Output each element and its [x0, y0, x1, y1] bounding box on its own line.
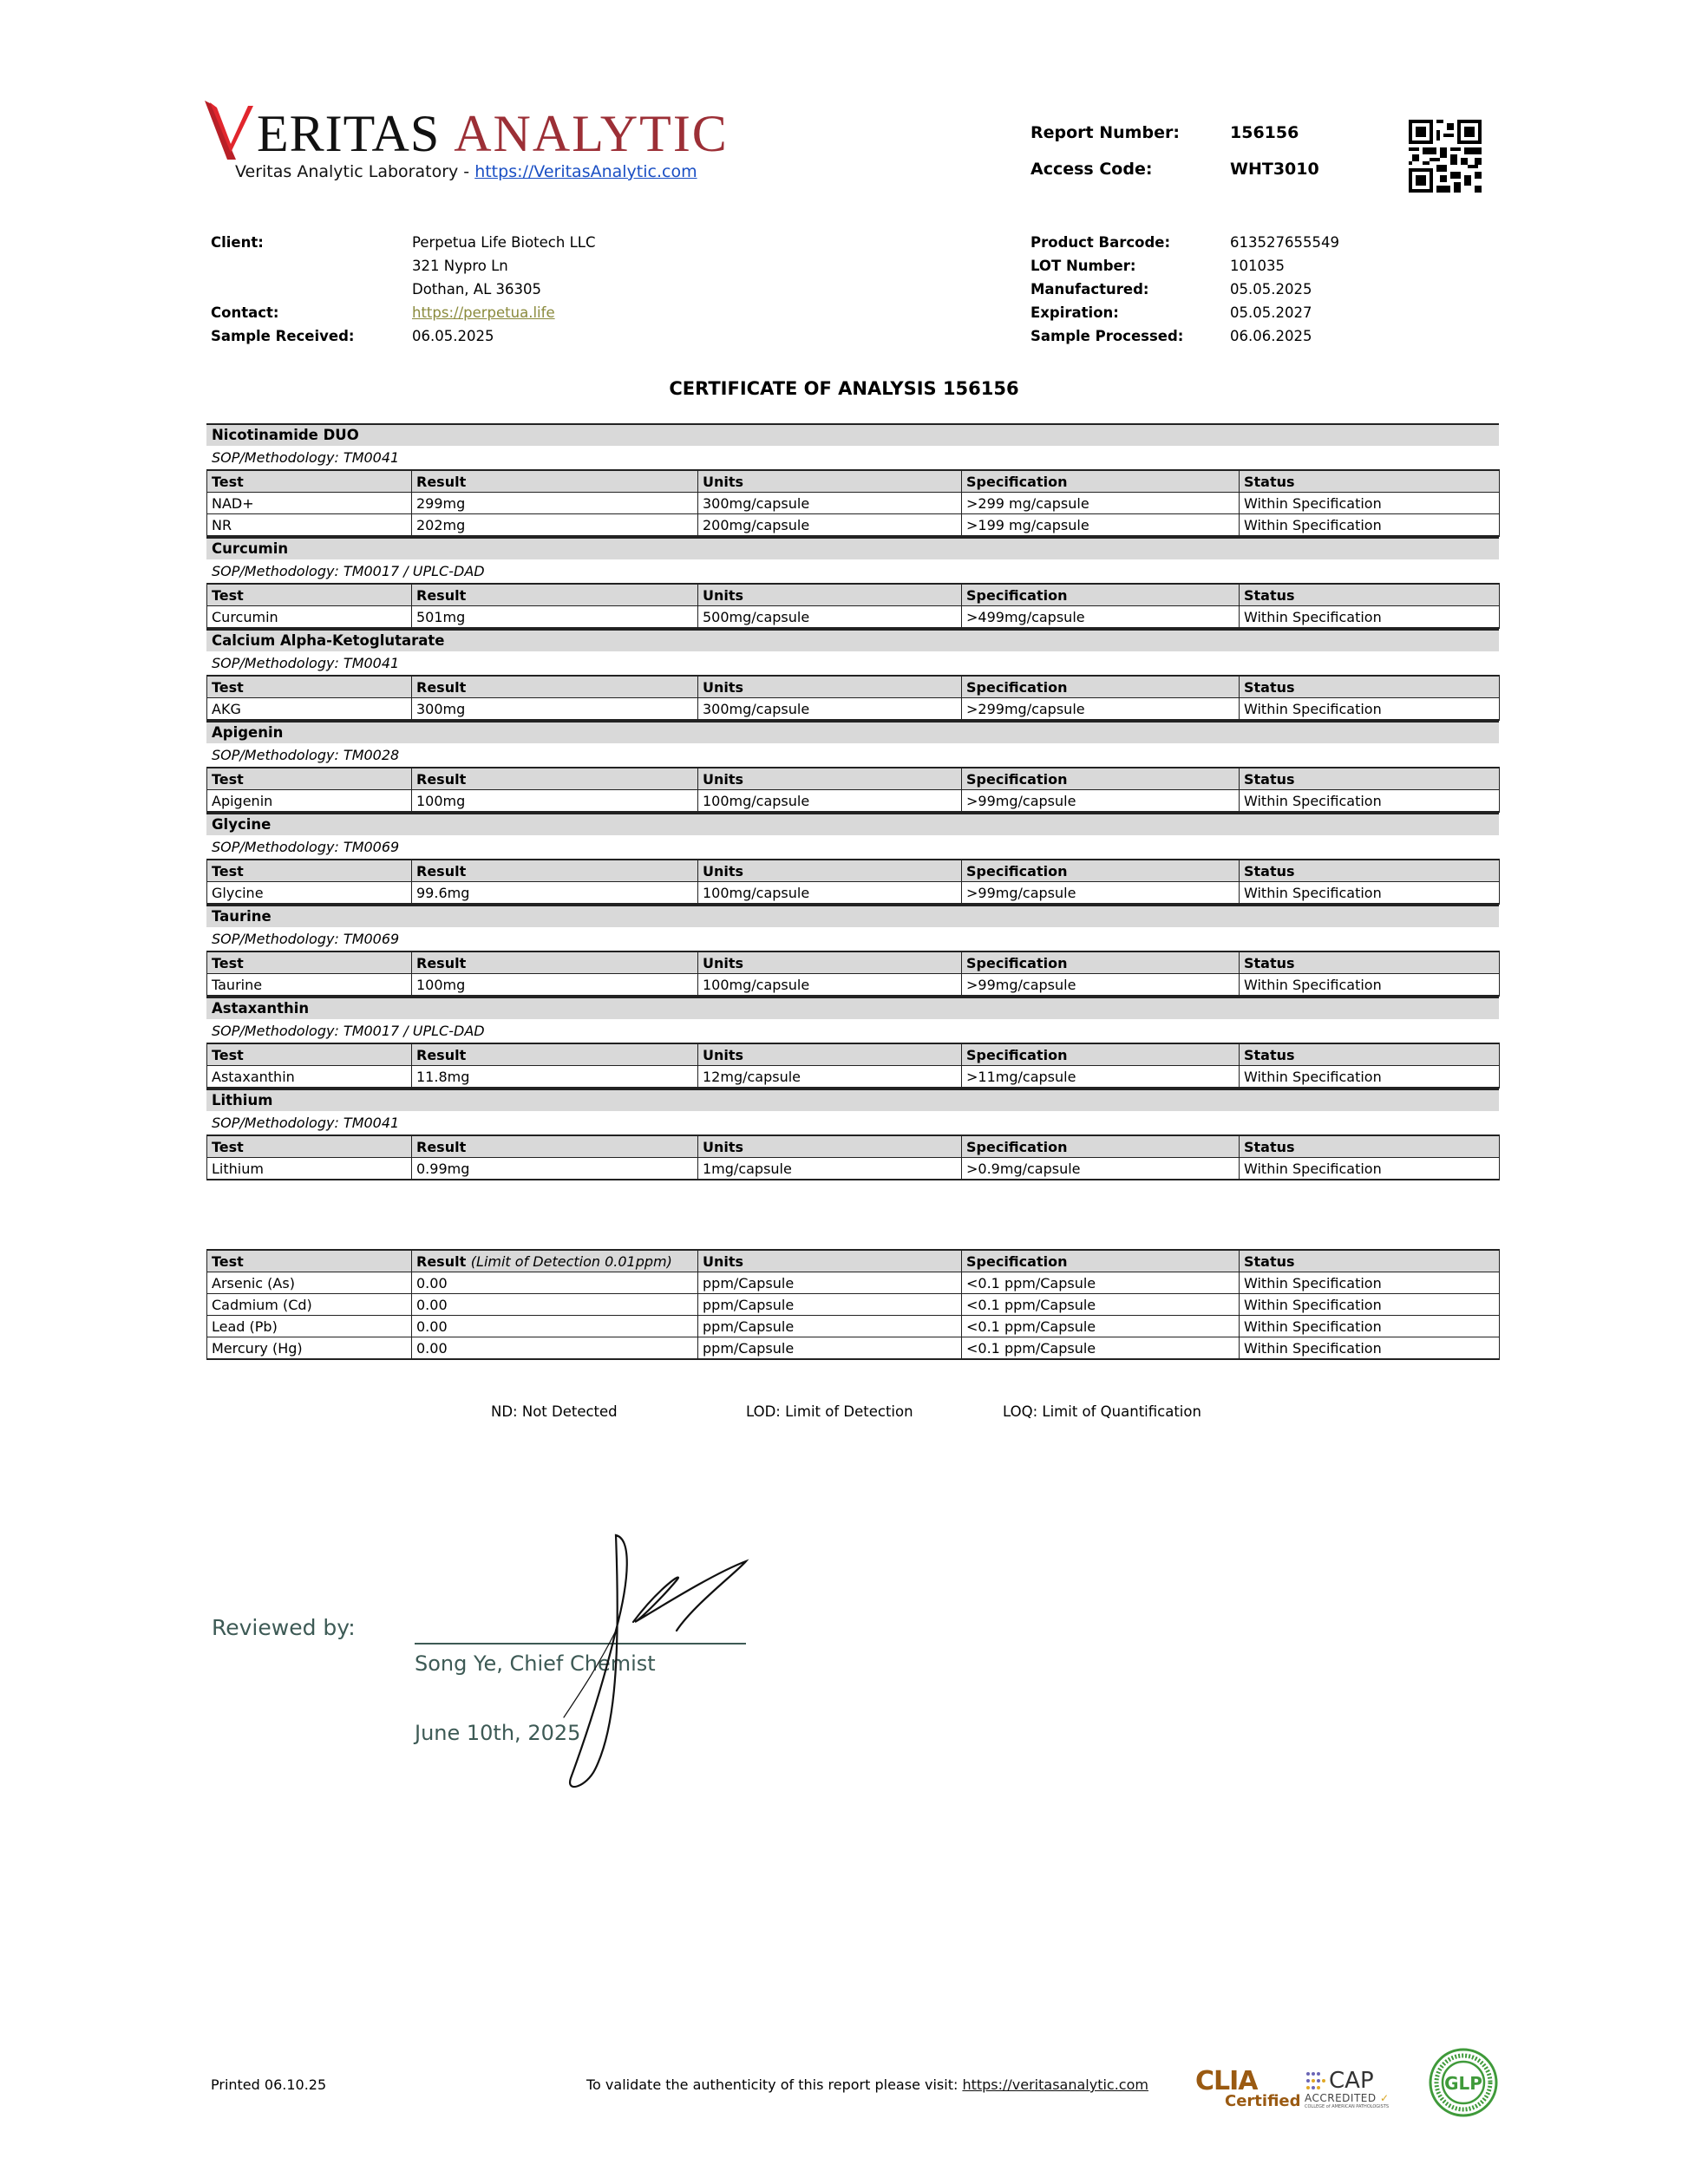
cell-test: Astaxanthin — [207, 1066, 412, 1089]
col-header-status: Status — [1240, 1135, 1500, 1158]
cell-test: Cadmium (Cd) — [207, 1294, 412, 1316]
manufactured-label: Manufactured: — [1030, 281, 1149, 298]
col-header-result: Result — [412, 951, 698, 974]
cell-specification: <0.1 ppm/Capsule — [962, 1337, 1240, 1360]
cell-status: Within Specification — [1240, 514, 1500, 537]
cap-title: CAP — [1329, 2068, 1374, 2094]
col-header-specification: Specification — [962, 768, 1240, 790]
section-header: Lithium — [206, 1089, 1499, 1111]
cell-specification: >99mg/capsule — [962, 974, 1240, 997]
col-header-result: Result — [412, 860, 698, 882]
cell-test: Lead (Pb) — [207, 1316, 412, 1337]
col-header-specification: Specification — [962, 470, 1240, 493]
cell-result: 11.8mg — [412, 1066, 698, 1089]
table-row — [207, 493, 1500, 514]
barcode-value: 613527655549 — [1230, 234, 1339, 251]
cell-result: 0.00 — [412, 1337, 698, 1360]
processed-value: 06.06.2025 — [1230, 328, 1312, 344]
review-date: June 10th, 2025 — [415, 1721, 581, 1745]
col-header-status: Status — [1240, 470, 1500, 493]
col-header-specification: Specification — [962, 1043, 1240, 1066]
printed-date: Printed 06.10.25 — [211, 2076, 327, 2093]
report-number-value: 156156 — [1230, 123, 1299, 142]
cell-test: Curcumin — [207, 606, 412, 629]
client-address-line2: Dothan, AL 36305 — [412, 281, 541, 298]
col-header-result: Result — [412, 584, 698, 606]
col-header-result: Result — [412, 676, 698, 698]
table-row — [207, 1316, 1500, 1337]
cell-status: Within Specification — [1240, 1066, 1500, 1089]
reviewed-by-label: Reviewed by: — [212, 1615, 356, 1640]
section-header: Taurine — [206, 905, 1499, 927]
table-row — [207, 514, 1500, 537]
cell-test: NR — [207, 514, 412, 537]
cell-result: 202mg — [412, 514, 698, 537]
logo-v-mark-icon — [205, 101, 255, 160]
report-number-label: Report Number: — [1030, 123, 1180, 142]
table-row — [207, 698, 1500, 721]
cell-test: Taurine — [207, 974, 412, 997]
cell-specification: >99mg/capsule — [962, 790, 1240, 813]
sample-received-value: 06.05.2025 — [412, 328, 494, 344]
sop-methodology: SOP/Methodology: TM0041 — [212, 655, 400, 671]
cell-status: Within Specification — [1240, 1294, 1500, 1316]
cell-result: 0.00 — [412, 1294, 698, 1316]
results-table — [206, 859, 1500, 905]
col-header-units: Units — [698, 1135, 962, 1158]
sop-methodology: SOP/Methodology: TM0069 — [212, 839, 400, 855]
col-header-units: Units — [698, 1250, 962, 1272]
col-header-test: Test — [207, 470, 412, 493]
col-header-result — [412, 1250, 698, 1272]
validate-notice — [586, 2076, 1148, 2093]
sample-received-label: Sample Received: — [211, 328, 355, 344]
section-header: Calcium Alpha-Ketoglutarate — [206, 629, 1499, 651]
sop-methodology: SOP/Methodology: TM0028 — [212, 747, 400, 763]
col-header-units: Units — [698, 951, 962, 974]
table-header-row — [207, 951, 1500, 974]
cell-status: Within Specification — [1240, 1158, 1500, 1180]
cap-check-icon: ✓ — [1379, 2092, 1390, 2104]
cell-units: 100mg/capsule — [698, 882, 962, 905]
cell-specification: >299 mg/capsule — [962, 493, 1240, 514]
client-info-labels — [211, 231, 355, 348]
barcode-label: Product Barcode: — [1030, 234, 1171, 251]
cell-specification: >299mg/capsule — [962, 698, 1240, 721]
col-header-status: Status — [1240, 860, 1500, 882]
results-table — [206, 951, 1500, 997]
section-header: Glycine — [206, 813, 1499, 835]
reviewer-name: Song Ye, Chief Chemist — [415, 1651, 656, 1676]
glp-badge — [1428, 2047, 1499, 2118]
col-header-test: Test — [207, 860, 412, 882]
cell-units: 100mg/capsule — [698, 790, 962, 813]
cell-status: Within Specification — [1240, 698, 1500, 721]
clia-certified-text: Certified — [1225, 2092, 1301, 2110]
col-header-units: Units — [698, 676, 962, 698]
cell-units: 300mg/capsule — [698, 493, 962, 514]
cell-specification: >0.9mg/capsule — [962, 1158, 1240, 1180]
logo-word-veritas: ERITAS — [257, 105, 441, 162]
col-header-status: Status — [1240, 951, 1500, 974]
cell-specification: >99mg/capsule — [962, 882, 1240, 905]
col-header-units: Units — [698, 470, 962, 493]
heavy-metals-table — [206, 1249, 1500, 1360]
expiration-value: 05.05.2027 — [1230, 304, 1312, 321]
logo-word-analytic: ANALYTIC — [454, 105, 729, 162]
cell-units: ppm/Capsule — [698, 1316, 962, 1337]
validate-text: To validate the authenticity of this report please visit: — [586, 2076, 963, 2093]
cell-test: Arsenic (As) — [207, 1272, 412, 1294]
product-info-values — [1230, 231, 1339, 348]
certificate-title: CERTIFICATE OF ANALYSIS 156156 — [669, 378, 1019, 399]
cell-specification: <0.1 ppm/Capsule — [962, 1316, 1240, 1337]
lod-note: (Limit of Detection 0.01ppm) — [470, 1252, 672, 1270]
section-header: Astaxanthin — [206, 997, 1499, 1019]
col-header-test: Test — [207, 1043, 412, 1066]
cap-accredited-badge — [1305, 2070, 1400, 2109]
heavy-metals-table-wrap — [206, 1249, 1500, 1360]
expiration-label: Expiration: — [1030, 304, 1119, 321]
cell-specification: >11mg/capsule — [962, 1066, 1240, 1089]
sop-methodology: SOP/Methodology: TM0041 — [212, 449, 400, 466]
table-row — [207, 790, 1500, 813]
table-header-row — [207, 584, 1500, 606]
col-header-specification: Specification — [962, 676, 1240, 698]
cell-result: 100mg — [412, 974, 698, 997]
table-row — [207, 1294, 1500, 1316]
results-table — [206, 583, 1500, 629]
logo-subtitle — [235, 162, 697, 181]
col-header-status: Status — [1240, 1250, 1500, 1272]
table-row — [207, 1272, 1500, 1294]
access-code-label: Access Code: — [1030, 160, 1153, 179]
table-row — [207, 882, 1500, 905]
logo-subtitle-text: Veritas Analytic Laboratory - — [235, 162, 475, 181]
sop-methodology: SOP/Methodology: TM0069 — [212, 931, 400, 947]
cell-units: 500mg/capsule — [698, 606, 962, 629]
results-table — [206, 767, 1500, 813]
results-table — [206, 1043, 1500, 1089]
col-header-status: Status — [1240, 584, 1500, 606]
cell-result: 99.6mg — [412, 882, 698, 905]
col-header-units: Units — [698, 768, 962, 790]
cell-status: Within Specification — [1240, 1337, 1500, 1360]
col-header-specification: Specification — [962, 1250, 1240, 1272]
cell-test: Mercury (Hg) — [207, 1337, 412, 1360]
sop-methodology: SOP/Methodology: TM0017 / UPLC-DAD — [212, 563, 485, 579]
results-table — [206, 469, 1500, 537]
cell-specification: <0.1 ppm/Capsule — [962, 1272, 1240, 1294]
cell-specification: >199 mg/capsule — [962, 514, 1240, 537]
clia-text: CLIA — [1195, 2066, 1258, 2096]
sop-methodology: SOP/Methodology: TM0041 — [212, 1115, 400, 1131]
results-sections — [206, 423, 1499, 1180]
cell-test: Apigenin — [207, 790, 412, 813]
cell-status: Within Specification — [1240, 1272, 1500, 1294]
table-row — [207, 606, 1500, 629]
section-header: Nicotinamide DUO — [206, 423, 1499, 446]
table-header-row — [207, 470, 1500, 493]
cell-units: 200mg/capsule — [698, 514, 962, 537]
legend-loq: LOQ: Limit of Quantification — [1003, 1403, 1201, 1420]
cap-dots-icon — [1305, 2070, 1327, 2091]
col-header-test: Test — [207, 584, 412, 606]
cell-status: Within Specification — [1240, 974, 1500, 997]
cell-status: Within Specification — [1240, 882, 1500, 905]
cell-status: Within Specification — [1240, 790, 1500, 813]
cell-units: ppm/Capsule — [698, 1337, 962, 1360]
legend-nd: ND: Not Detected — [491, 1403, 618, 1420]
col-header-specification: Specification — [962, 584, 1240, 606]
cell-units: 1mg/capsule — [698, 1158, 962, 1180]
col-header-test: Test — [207, 951, 412, 974]
section-header: Apigenin — [206, 721, 1499, 743]
cell-result: 100mg — [412, 790, 698, 813]
cell-specification: <0.1 ppm/Capsule — [962, 1294, 1240, 1316]
col-header-units: Units — [698, 860, 962, 882]
col-header-specification: Specification — [962, 1135, 1240, 1158]
cell-specification: >499mg/capsule — [962, 606, 1240, 629]
validate-link[interactable]: https://veritasanalytic.com — [962, 2076, 1148, 2093]
svg-text:GLP: GLP — [1444, 2073, 1482, 2094]
access-code-value: WHT3010 — [1230, 160, 1319, 179]
col-header-result: Result — [412, 1135, 698, 1158]
col-header-status: Status — [1240, 676, 1500, 698]
col-header-result-label: Result — [416, 1252, 467, 1270]
client-address-line1: 321 Nypro Ln — [412, 258, 508, 274]
signature-icon — [486, 1527, 781, 1804]
cell-status: Within Specification — [1240, 1316, 1500, 1337]
processed-label: Sample Processed: — [1030, 328, 1184, 344]
cap-org-text: COLLEGE of AMERICAN PATHOLOGISTS — [1305, 2104, 1390, 2109]
qr-code-icon[interactable] — [1409, 120, 1482, 193]
cell-result: 501mg — [412, 606, 698, 629]
cell-test: AKG — [207, 698, 412, 721]
client-label: Client: — [211, 234, 264, 251]
col-header-test: Test — [207, 768, 412, 790]
table-header-row — [207, 676, 1500, 698]
cell-units: ppm/Capsule — [698, 1294, 962, 1316]
section-header: Curcumin — [206, 537, 1499, 559]
cell-status: Within Specification — [1240, 493, 1500, 514]
client-contact-link[interactable]: https://perpetua.life — [412, 304, 555, 321]
veritas-website-link[interactable]: https://VeritasAnalytic.com — [474, 162, 697, 181]
col-header-result: Result — [412, 768, 698, 790]
cell-result: 300mg — [412, 698, 698, 721]
col-header-result: Result — [412, 1043, 698, 1066]
cell-units: 12mg/capsule — [698, 1066, 962, 1089]
col-header-specification: Specification — [962, 860, 1240, 882]
cell-test: Lithium — [207, 1158, 412, 1180]
manufactured-value: 05.05.2025 — [1230, 281, 1312, 298]
lot-value: 101035 — [1230, 258, 1285, 274]
table-row — [207, 1066, 1500, 1089]
heavy-metals-header-row — [207, 1250, 1500, 1272]
clia-certified-badge — [1195, 2066, 1301, 2110]
legend-lod: LOD: Limit of Detection — [746, 1403, 913, 1420]
col-header-test: Test — [207, 1135, 412, 1158]
cell-result: 0.00 — [412, 1316, 698, 1337]
col-header-test: Test — [207, 676, 412, 698]
cell-units: 100mg/capsule — [698, 974, 962, 997]
table-row — [207, 1158, 1500, 1180]
cell-units: 300mg/capsule — [698, 698, 962, 721]
col-header-status: Status — [1240, 768, 1500, 790]
sop-methodology: SOP/Methodology: TM0017 / UPLC-DAD — [212, 1023, 485, 1039]
lot-label: LOT Number: — [1030, 258, 1136, 274]
cell-units: ppm/Capsule — [698, 1272, 962, 1294]
cell-test: Glycine — [207, 882, 412, 905]
results-table — [206, 675, 1500, 721]
table-row — [207, 1337, 1500, 1360]
cell-result: 0.99mg — [412, 1158, 698, 1180]
accreditation-badges — [1195, 2047, 1499, 2125]
col-header-result: Result — [412, 470, 698, 493]
table-row — [207, 974, 1500, 997]
col-header-status: Status — [1240, 1043, 1500, 1066]
cell-result: 0.00 — [412, 1272, 698, 1294]
cell-status: Within Specification — [1240, 606, 1500, 629]
client-name: Perpetua Life Biotech LLC — [412, 234, 596, 251]
product-info-labels — [1030, 231, 1183, 348]
col-header-specification: Specification — [962, 951, 1240, 974]
client-info-values — [412, 231, 596, 348]
veritas-logo — [205, 97, 729, 193]
cell-test: NAD+ — [207, 493, 412, 514]
table-header-row — [207, 1043, 1500, 1066]
col-header-test: Test — [207, 1250, 412, 1272]
cell-result: 299mg — [412, 493, 698, 514]
results-table — [206, 1135, 1500, 1180]
table-header-row — [207, 860, 1500, 882]
table-header-row — [207, 1135, 1500, 1158]
contact-label: Contact: — [211, 304, 279, 321]
table-header-row — [207, 768, 1500, 790]
col-header-units: Units — [698, 584, 962, 606]
cap-accredited-text: ACCREDITED — [1305, 2092, 1377, 2104]
col-header-units: Units — [698, 1043, 962, 1066]
